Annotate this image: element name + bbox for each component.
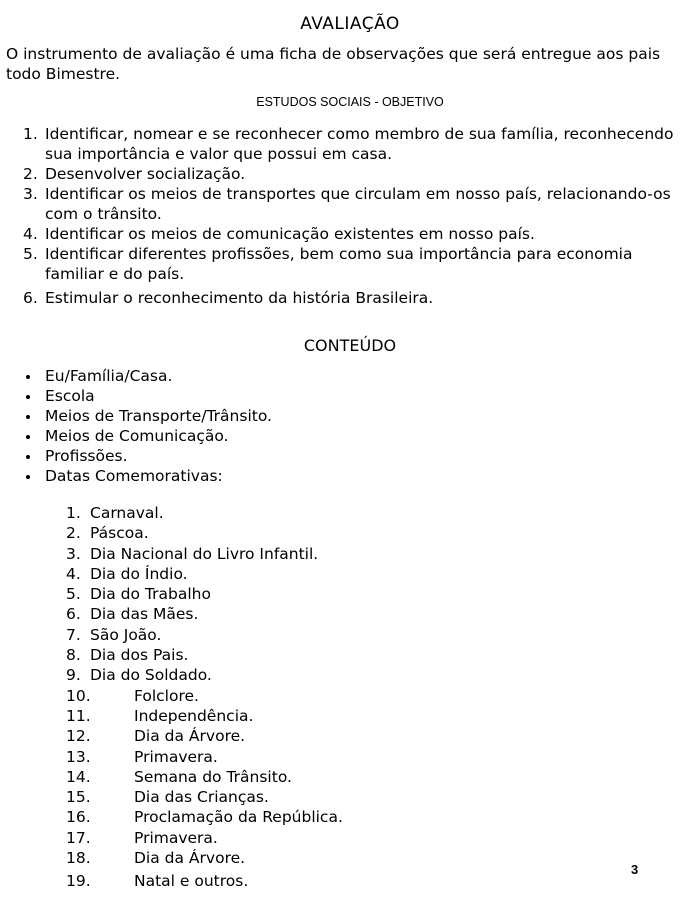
intro-paragraph: O instrumento de avaliação é uma ficha de observações que será entregue aos pais todo Bimestre.	[6, 45, 661, 83]
date-number: 14.	[66, 767, 91, 786]
content-item-text: Meios de Comunicação.	[45, 427, 229, 445]
date-item	[0, 706, 700, 726]
content-item	[0, 446, 700, 466]
date-number: 11.	[66, 706, 91, 725]
date-text: Dia dos Pais.	[90, 646, 189, 665]
bullet-icon	[26, 395, 30, 399]
bullet-icon	[26, 455, 30, 459]
date-item	[0, 747, 700, 767]
date-number: 15.	[66, 788, 91, 807]
date-number: 7.	[66, 625, 81, 644]
date-text: Dia das Mães.	[90, 605, 199, 624]
date-item	[0, 726, 700, 746]
date-text: Independência.	[134, 706, 254, 725]
objective-text: Identificar os meios de comunicação existentes em nosso país.	[45, 225, 535, 243]
date-number: 12.	[66, 727, 91, 746]
date-number: 4.	[66, 564, 81, 583]
date-number: 10.	[66, 686, 91, 705]
date-item	[0, 807, 700, 827]
date-number: 8.	[66, 646, 81, 665]
objective-number: 3.	[23, 185, 38, 203]
date-number: 16.	[66, 808, 91, 827]
bullet-icon	[26, 375, 30, 379]
date-number: 1.	[66, 504, 81, 522]
content-item-text: Escola	[45, 387, 95, 405]
date-item	[0, 523, 700, 543]
objectives-list	[0, 124, 700, 308]
content-item-text: Eu/Família/Casa.	[45, 367, 173, 385]
date-text: Primavera.	[134, 747, 218, 766]
date-text: Semana do Trânsito.	[134, 767, 292, 786]
page-title: AVALIAÇÃO	[300, 14, 400, 34]
date-item	[0, 665, 700, 685]
date-number: 6.	[66, 605, 81, 624]
date-number: 5.	[66, 585, 81, 604]
objective-text: Identificar os meios de transportes que circulam em nosso país, relacionando-os com o trânsito.	[45, 185, 671, 223]
date-item	[0, 828, 700, 848]
bullet-icon	[26, 435, 30, 439]
date-number: 17.	[66, 828, 91, 847]
date-text: Dia do Soldado.	[90, 666, 212, 685]
date-item	[0, 564, 700, 584]
date-item	[0, 848, 700, 868]
date-text: São João.	[90, 625, 162, 644]
page-number: 3	[631, 862, 639, 877]
date-item	[0, 767, 700, 787]
objective-text: Identificar diferentes profissões, bem como sua importância para economia familiar e do país.	[45, 245, 633, 283]
date-text: Dia do Índio.	[90, 564, 188, 583]
date-item	[0, 686, 700, 706]
bullet-icon	[26, 415, 30, 419]
content-item-text: Meios de Transporte/Trânsito.	[45, 407, 272, 425]
objective-text: Estimular o reconhecimento da história Brasileira.	[45, 289, 434, 307]
date-item	[0, 625, 700, 645]
objective-item	[0, 224, 685, 244]
date-text: Dia da Árvore.	[134, 849, 246, 868]
date-item	[0, 604, 700, 624]
date-item	[0, 584, 700, 604]
objective-item	[0, 164, 685, 184]
content-list	[0, 366, 700, 486]
objective-number: 2.	[23, 165, 38, 183]
date-number: 2.	[66, 524, 81, 543]
objective-item	[0, 124, 685, 164]
date-number: 13.	[66, 747, 91, 766]
objective-item	[0, 184, 685, 224]
objective-number: 4.	[23, 225, 38, 243]
content-item-text: Datas Comemorativas:	[45, 467, 223, 485]
date-item	[0, 871, 700, 891]
objective-number: 5.	[23, 245, 38, 263]
date-number: 3.	[66, 544, 81, 563]
bullet-icon	[26, 475, 30, 479]
date-text: Proclamação da República.	[134, 808, 343, 827]
date-number: 9.	[66, 666, 81, 685]
date-text: Páscoa.	[90, 524, 149, 543]
objective-number: 1.	[23, 125, 38, 143]
date-number: 18.	[66, 849, 91, 868]
objective-item	[0, 244, 685, 284]
date-text: Dia das Crianças.	[134, 788, 269, 807]
content-item	[0, 406, 700, 426]
date-number: 19.	[66, 872, 91, 891]
objective-text: Identificar, nomear e se reconhecer como membro de sua família, reconhecendo sua importância e valor que possui em casa.	[45, 125, 674, 163]
date-item	[0, 787, 700, 807]
date-text: Dia Nacional do Livro Infantil.	[90, 544, 319, 563]
objective-text: Desenvolver socialização.	[45, 165, 246, 183]
content-item	[0, 466, 700, 486]
content-item	[0, 386, 700, 406]
date-item	[0, 503, 700, 523]
objective-number: 6.	[23, 289, 38, 307]
date-item	[0, 645, 700, 665]
date-item	[0, 544, 700, 564]
commemorative-dates-list	[0, 503, 700, 892]
date-text: Dia do Trabalho	[90, 585, 211, 604]
content-item	[0, 366, 700, 386]
date-text: Natal e outros.	[134, 872, 249, 891]
content-item-text: Profissões.	[45, 447, 128, 465]
date-text: Dia da Árvore.	[134, 727, 246, 746]
date-text: Carnaval.	[90, 504, 164, 522]
content-heading: CONTEÚDO	[303, 336, 397, 355]
objective-item	[0, 288, 685, 308]
date-text: Folclore.	[134, 686, 199, 705]
content-item	[0, 426, 700, 446]
date-text: Primavera.	[134, 828, 218, 847]
objectives-heading: ESTUDOS SOCIAIS - OBJETIVO	[256, 95, 444, 109]
